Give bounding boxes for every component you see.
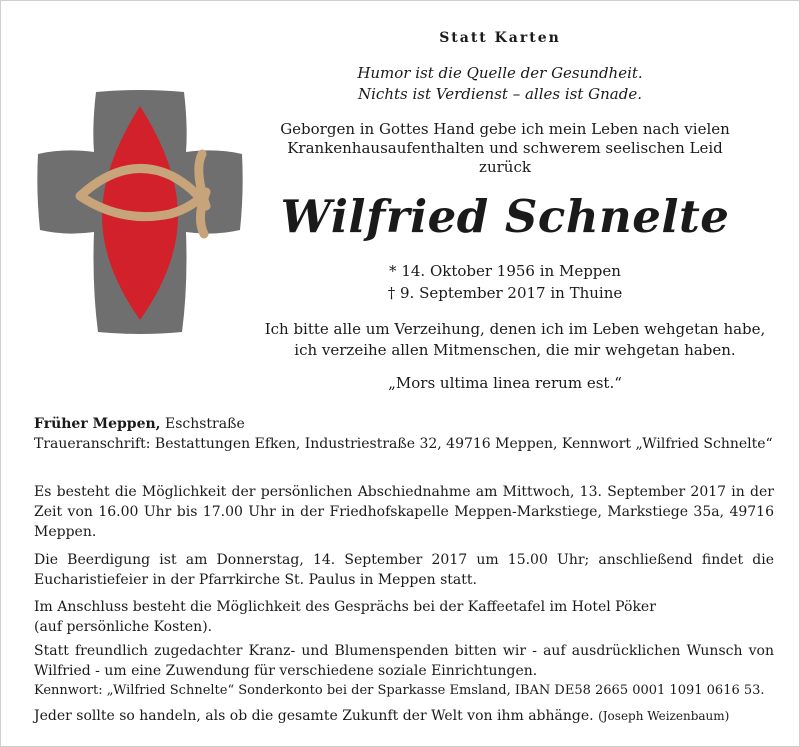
motto-line-2: Nichts ist Verdienst – alles ist Gnade. (358, 85, 642, 103)
intro-line-2: Krankenhausaufenthalten und schwerem seelischen Leid (287, 139, 723, 157)
intro-line-1: Geborgen in Gottes Hand gebe ich mein Leben nach vielen (280, 120, 730, 138)
motto (300, 63, 700, 105)
closing-quote (34, 706, 774, 726)
apology-line-2: ich verzeihe allen Mitmenschen, die mir wehgetan haben. (294, 341, 736, 359)
closing-quote-author: (Joseph Weizenbaum) (598, 709, 730, 723)
mourning-address: Traueranschrift: Bestattungen Efken, Industriestraße 32, 49716 Meppen, Kennwort „Wilfried Schnelte“ (34, 436, 773, 452)
motto-line-1: Humor ist die Quelle der Gesundheit. (357, 64, 643, 82)
life-dates (255, 260, 755, 304)
deceased-name: Wilfried Schnelte (280, 190, 730, 243)
birth-date: * 14. Oktober 1956 in Meppen (389, 262, 621, 280)
farewell-paragraph: Es besteht die Möglichkeit der persönlichen Abschiednahme am Mittwoch, 13. September 2017 in der Zeit von 16.00 Uhr bis 17.00 Uhr in der Friedhofskapelle Meppen-Markstiege, Markstiege 35a, 49716 Meppen. (34, 484, 774, 540)
death-date: † 9. September 2017 in Thuine (387, 284, 623, 302)
former-residence-street: Eschstraße (160, 416, 245, 432)
funeral-paragraph: Die Beerdigung ist am Donnerstag, 14. September 2017 um 15.00 Uhr; anschließend findet die Eucharistiefeier in der Pfarrkirche St. Paulus in Meppen statt. (34, 552, 774, 588)
intro-line-3: zurück (479, 158, 531, 176)
donations-paragraph (34, 641, 774, 701)
latin-quote: „Mors ultima linea rerum est.“ (388, 374, 622, 392)
header-statt-karten: Statt Karten (439, 30, 561, 46)
donations-text: Statt freundlich zugedachter Kranz- und Blumenspenden bitten wir - auf ausdrücklichen Wunsch von Wilfried - um eine Zuwendung für verschiedene soziale Einrichtungen. (34, 643, 774, 679)
apology-line-1: Ich bitte alle um Verzeihung, denen ich im Leben wehgetan habe, (264, 320, 766, 338)
former-residence (34, 414, 774, 434)
apology-text (245, 319, 785, 361)
cross-with-fish-icon (36, 86, 244, 336)
address-block (34, 414, 774, 454)
former-residence-label: Früher Meppen, (34, 416, 161, 432)
closing-quote-text: Jeder sollte so handeln, als ob die gesamte Zukunft der Welt von ihm abhänge. (34, 708, 594, 724)
gathering-paragraph (34, 597, 774, 637)
gathering-line-1: Im Anschluss besteht die Möglichkeit des Gesprächs bei der Kaffeetafel im Hotel Pöker (34, 599, 656, 615)
gathering-line-2: (auf persönliche Kosten). (34, 619, 213, 635)
donations-account: Kennwort: „Wilfried Schnelte“ Sonderkonto bei der Sparkasse Emsland, IBAN DE58 2665 0001 1091 0616 53. (34, 683, 765, 698)
intro-text (255, 120, 755, 177)
